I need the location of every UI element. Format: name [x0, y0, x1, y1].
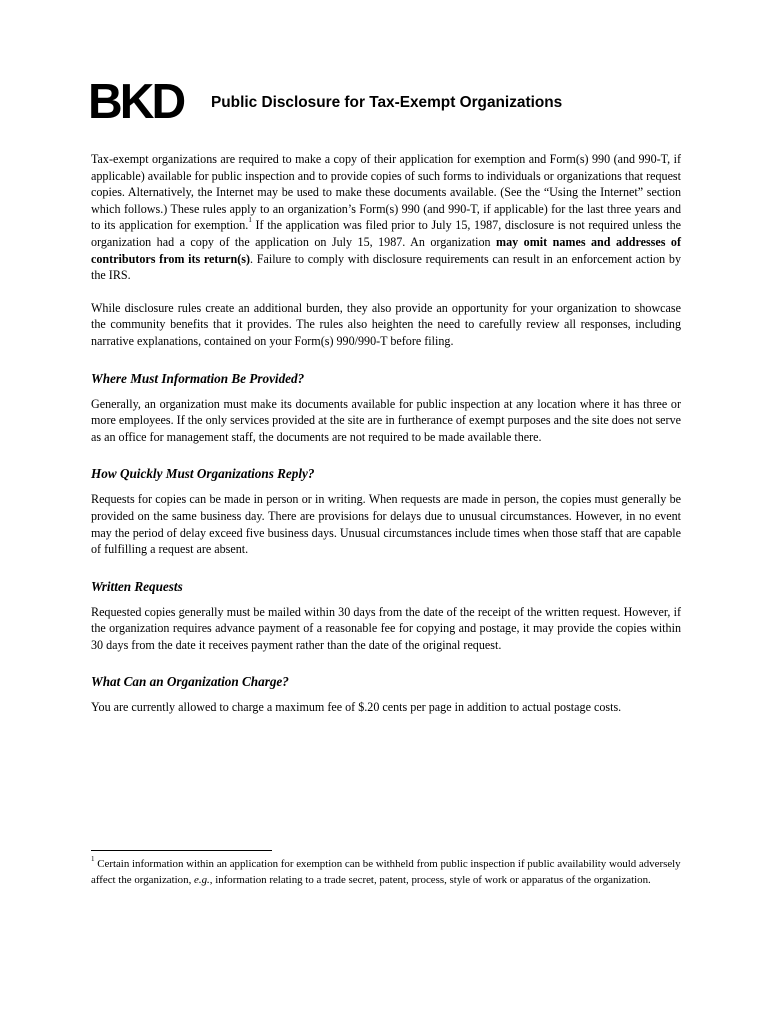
- section-heading-written-requests: Written Requests: [91, 578, 183, 594]
- page-title: Public Disclosure for Tax-Exempt Organizations: [211, 94, 563, 111]
- intro-bold-text: may omit names and addresses of contributors from its return(s): [91, 234, 681, 266]
- section-text-how-quickly: Requests for copies can be made in person or in writing. When requests are made in person, the copies must generally be provided on the same business day. There are provisions for delays due to unusual circumstances. However, in no event may the period of delay exceed five business days. Unusual circumstances include times when those staff that are capable of fulfilling a request are absent.: [91, 492, 681, 557]
- footnote: [91, 856, 691, 888]
- intro-text-1b: If the application was filed prior to July 15, 1987, disclosure is not required unless the organization had a copy of the application on July 15, 1987. An organization: [91, 218, 681, 249]
- document-body: [91, 151, 681, 716]
- footnote-italic: e.g.: [194, 874, 210, 886]
- footnote-text-b: , information relating to a trade secret, patent, process, style of work or apparatus of the organization.: [209, 874, 651, 886]
- bkd-logo: BKD: [88, 75, 184, 129]
- footnote-text-a: Certain information within an application for exemption can be withheld from public inspection if public availability would adversely affect the organization,: [91, 858, 681, 886]
- intro-text-1c: . Failure to comply with disclosure requirements can result in an enforcement action by the IRS.: [91, 251, 681, 283]
- footnote-mark: 1: [91, 855, 95, 863]
- section-heading-charge: What Can an Organization Charge?: [91, 674, 289, 690]
- intro-text-1a: Tax-exempt organizations are required to make a copy of their application for exemption and Form(s) 990 (and 990-T, if applicable) available for public inspection and to provide copies of such forms to individuals or organizations that request copies. Alternatively, the Internet may be used to make these documents available. (See the “Using the Internet” section which follows.) These rules apply to an organization’s Form(s) 990 (and 990-T, if applicable) for the last three years and to its application for exemption.: [91, 152, 681, 233]
- section-text-written-requests: Requested copies generally must be mailed within 30 days from the date of the receipt of the written request. However, if the organization requires advance payment of a reasonable fee for copying and postage, it may provide the copies within 30 days from the date it receives payment rather than the date of the original request.: [91, 604, 681, 652]
- intro-paragraph-2: While disclosure rules create an additional burden, they also provide an opportunity for your organization to showcase the community benefits that it provides. The rules also heighten the need to carefully review all responses, including narrative explanations, contained on your Form(s) 990/990-T before filing.: [91, 300, 681, 348]
- section-heading-where: Where Must Information Be Provided?: [91, 370, 305, 386]
- intro-paragraph-1: [91, 151, 681, 284]
- section-heading-how-quickly: How Quickly Must Organizations Reply?: [91, 466, 315, 482]
- footnote-divider: [91, 850, 272, 851]
- footnote-reference[interactable]: 1: [248, 216, 252, 225]
- section-text-charge: You are currently allowed to charge a maximum fee of $.20 cents per page in addition to actual postage costs.: [91, 700, 622, 715]
- section-text-where: Generally, an organization must make its documents available for public inspection at any location where it has three or more employees. If the only services provided at the site are in furtherance of exempt purposes and the site does not serve as an office for management staff, the documents are not required to be made available there.: [91, 396, 681, 444]
